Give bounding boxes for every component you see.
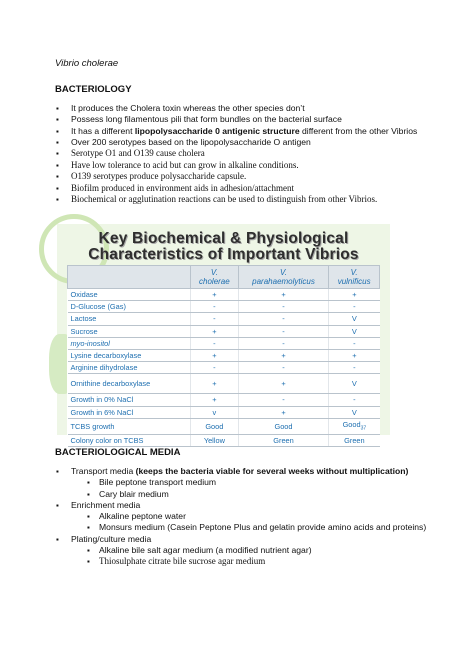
table-row: [68, 325, 380, 337]
page-title: Vibrio cholerae: [55, 58, 119, 69]
table-cell: Good: [238, 418, 329, 434]
table-cell: +: [191, 349, 239, 361]
table-row: [68, 394, 380, 406]
list-item: ▪ Biofilm produced in environment aids in adhesion/attachment: [55, 183, 425, 195]
list-item: [55, 126, 425, 137]
sub-list: [71, 477, 435, 500]
sub-list: [71, 545, 435, 568]
list-item-text: It has a different: [71, 125, 135, 136]
table-cell-test: Arginine dihydrolase: [68, 362, 191, 374]
table-cell-test: Lactose: [68, 313, 191, 325]
table-cell-test: Ornithine decarboxylase: [68, 374, 191, 394]
table-cell-test: Sucrose: [68, 325, 191, 337]
table-cell-test: Colony color on TCBS: [68, 435, 191, 447]
slide-number: 37: [360, 425, 367, 432]
table-row: [68, 289, 380, 301]
sub-list-item: ▪ Thiosulphate citrate bile sucrose agar medium: [71, 556, 435, 568]
vibrio-characteristics-slide: [57, 224, 390, 446]
table-row: [68, 337, 380, 349]
list-item: ▪ O139 serotypes produce polysaccharide capsule.: [55, 171, 425, 183]
list-item: ▪ Biochemical or agglutination reactions can be used to distinguish from other Vibrios.: [55, 194, 425, 206]
list-item: [55, 500, 435, 534]
list-item: ▪ Have low tolerance to acid but can grow in alkaline conditions.: [55, 160, 425, 172]
table-cell: +: [238, 406, 329, 418]
table-header-row: [68, 266, 380, 289]
table-cell: -: [238, 301, 329, 313]
table-cell: V: [329, 325, 380, 337]
table-cell: -: [238, 325, 329, 337]
sub-list-item: ▪ Alkaline bile salt agar medium (a modified nutrient agar): [71, 545, 435, 556]
table-row: [68, 406, 380, 418]
table-cell: Yellow: [191, 435, 239, 447]
table-cell: -: [329, 394, 380, 406]
table-cell: +: [191, 374, 239, 394]
list-item: ▪ Possess long filamentous pili that form bundles on the bacterial surface: [55, 114, 425, 125]
bacteriology-list: [55, 103, 425, 206]
list-item-text: Plating/culture media: [71, 533, 152, 544]
table-row: [68, 301, 380, 313]
table-cell: +: [191, 325, 239, 337]
table-cell: -: [329, 337, 380, 349]
sub-list-item: ▪ Cary blair medium: [71, 489, 435, 500]
table-cell: +: [329, 289, 380, 301]
table-cell: -: [191, 362, 239, 374]
table-cell: -: [329, 362, 380, 374]
sub-list-item: ▪ Bile peptone transport medium: [71, 477, 435, 488]
table-cell: +: [329, 349, 380, 361]
table-row: [68, 374, 380, 394]
characteristics-table: [67, 265, 380, 447]
list-item: ▪ Serotype O1 and O139 cause cholera: [55, 148, 425, 160]
table-cell: -: [238, 394, 329, 406]
table-cell: -: [191, 337, 239, 349]
table-header-blank: [68, 266, 191, 289]
slide-title-line2: Characteristics of Important Vibrios: [88, 246, 359, 263]
table-header-cholerae: V. cholerae: [191, 266, 239, 289]
table-cell: V: [329, 406, 380, 418]
table-cell: Green: [238, 435, 329, 447]
list-item: [55, 466, 435, 500]
table-cell: v: [191, 406, 239, 418]
section-heading-media: BACTERIOLOGICAL MEDIA: [55, 447, 181, 458]
table-cell-test: D-Glucose (Gas): [68, 301, 191, 313]
table-cell: V: [329, 374, 380, 394]
media-list: [55, 466, 435, 568]
table-cell: +: [191, 289, 239, 301]
table-cell-test: myo-inositol: [68, 337, 191, 349]
table-row: [68, 435, 380, 447]
table-cell-test: Lysine decarboxylase: [68, 349, 191, 361]
table-cell-test: TCBS growth: [68, 418, 191, 434]
slide-title-line1: Key Biochemical & Physiological: [98, 230, 349, 247]
table-cell: Good: [191, 418, 239, 434]
list-item-text: Enrichment media: [71, 499, 141, 510]
table-cell: -: [238, 337, 329, 349]
table-header-vulnificus: V. vulnificus: [329, 266, 380, 289]
table-cell: +: [238, 349, 329, 361]
table-cell: +: [238, 289, 329, 301]
table-cell-test: Growth in 0% NaCl: [68, 394, 191, 406]
sub-list-item: ▪ Alkaline peptone water: [71, 511, 435, 522]
table-cell: +: [191, 394, 239, 406]
table-cell: -: [238, 362, 329, 374]
list-item: ▪ Over 200 serotypes based on the lipopolysaccharide O antigen: [55, 137, 425, 148]
list-item-bold-text: lipopolysaccharide 0 antigenic structure: [134, 125, 300, 136]
table-row: [68, 313, 380, 325]
table-cell-test: Oxidase: [68, 289, 191, 301]
table-cell: Green: [329, 435, 380, 447]
table-cell: -: [191, 313, 239, 325]
table-cell: +: [238, 374, 329, 394]
table-cell: -: [191, 301, 239, 313]
sub-list: [71, 511, 435, 534]
table-cell: -: [329, 301, 380, 313]
table-row: [68, 362, 380, 374]
table-row: [68, 349, 380, 361]
table-cell: V: [329, 313, 380, 325]
list-item-bold-text: (keeps the bacteria viable for several weeks without multiplication): [135, 466, 409, 476]
table-row: [68, 418, 380, 434]
sub-list-item: ▪ Monsurs medium (Casein Peptone Plus and gelatin provide amino acids and proteins): [71, 522, 435, 533]
section-heading-bacteriology: BACTERIOLOGY: [55, 84, 132, 95]
list-item: [55, 534, 435, 568]
table-cell-test: Growth in 6% NaCl: [68, 406, 191, 418]
table-header-parahaemolyticus: V. parahaemolyticus: [238, 266, 329, 289]
list-item-text: different from the other Vibrios: [299, 125, 418, 136]
table-cell: -: [238, 313, 329, 325]
list-item-text: Transport media: [71, 466, 136, 476]
table-cell: Good$_{37}$: [329, 418, 380, 434]
list-item: ▪ It produces the Cholera toxin whereas the other species don’t: [55, 103, 425, 114]
